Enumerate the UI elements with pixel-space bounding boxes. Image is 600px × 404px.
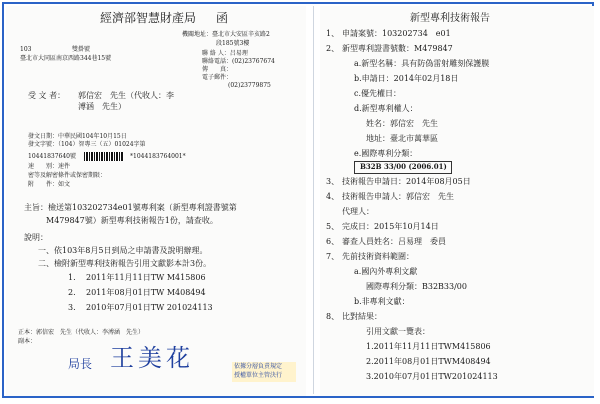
description-item-2: 二、檢附新型專利技術報告引用文獻影本計3份。 — [38, 259, 212, 268]
report-item-number: 7、 — [326, 252, 340, 261]
subject-line-2: M479847號）新型專利技術報告1份，請查收。 — [46, 216, 218, 225]
report-title: 新型專利技術報告 — [410, 13, 490, 24]
page-divider — [313, 6, 314, 394]
stamp-line-2: 授權單位主管決行 — [234, 372, 283, 379]
report-item-text: c.優先權日： — [354, 89, 402, 98]
reference-1-number: 1. — [68, 273, 76, 282]
report-item-text: 完成日：2015年10月14日 — [342, 222, 439, 231]
barcode — [84, 152, 124, 161]
report-item-number: 3、 — [326, 177, 340, 186]
director-signature: 王美花 — [110, 344, 194, 372]
description-label: 說明： — [24, 233, 48, 242]
report-item-text: 技術報告申請日：2014年08月05日 — [342, 177, 471, 186]
attachment: 附 件：如文 — [28, 181, 71, 188]
mail-type: 雙掛號 — [72, 46, 91, 53]
fax-number: (02)23779875 — [228, 82, 271, 89]
reference-3-number: 3. — [68, 303, 76, 312]
postal-code: 103 — [20, 46, 32, 53]
report-item-text: 審查人員姓名：吕易理 委員 — [342, 237, 446, 246]
agency-address: 機關地址：臺北市大安區辛亥路2 — [182, 31, 270, 38]
reference-1: 2011年11月11日TW M415806 — [86, 273, 206, 282]
recipient-name: 郭信宏 先生（代收人：李 — [78, 91, 174, 100]
document-kind: 函 — [216, 11, 229, 25]
copy-to: 正本：郭信宏 先生（代收人：李溥涵 先生） — [18, 329, 145, 336]
recipient-label: 受 文 者： — [28, 91, 66, 100]
reference-2-number: 2. — [68, 288, 76, 297]
barcode-text: *1044183764001* — [130, 153, 186, 160]
recipient-name-cont: 溥涵 先生） — [78, 102, 126, 111]
report-item-text: 先前技術資料範圍： — [342, 252, 414, 261]
report-item-text: 姓名：郭信宏 先生 — [366, 119, 438, 128]
contact-phone: 聯絡電話：(02)23767674 — [202, 58, 275, 65]
report-item-number: 8、 — [326, 312, 340, 321]
report-item-text: 地址：臺北市萬華區 — [366, 134, 438, 143]
subject-line-1: 主旨：檢送第103202734e01號專利案（新型專利證書號第 — [24, 203, 237, 212]
report-item-number: 6、 — [326, 237, 340, 246]
barcode-number: 10441837640號 — [28, 153, 76, 160]
reference-2: 2011年08月01日TW M408494 — [86, 288, 206, 297]
contact-person: 聯 絡 人：吕易理 — [202, 50, 248, 57]
report-item-text: 新型專利證書號數：M479847 — [342, 44, 453, 53]
report-item-text: d.新型專利權人： — [354, 104, 418, 113]
description-item-1: 一、依103年8月5日到局之申請書及說明辦理。 — [38, 246, 208, 255]
report-item-text: 1.2011年11月11日TWM415806 — [366, 342, 491, 351]
report-item-text: b.申請日：2014年02月18日 — [354, 74, 459, 83]
stamp-line-1: 依據分層負責規定 — [234, 363, 283, 370]
report-item-number: 4、 — [326, 192, 340, 201]
report-item-number: 5、 — [326, 222, 340, 231]
report-item-text: 2.2011年08月01日TWM408494 — [366, 357, 491, 366]
email-label: 電子郵件： — [202, 74, 233, 81]
fax-label: 傳 真： — [202, 66, 233, 73]
agency-name: 經濟部智慧財產局 — [100, 11, 197, 25]
report-item-text: 技術報告申請人：郭信宏 先生 — [342, 192, 454, 201]
report-item-text: a.新型名稱：具有防偽雷射雕刻保護膜 — [354, 59, 490, 68]
report-item-text: e.國際專利分類： — [354, 149, 418, 158]
official-letter-page — [6, 6, 306, 396]
technical-report-page — [320, 6, 594, 396]
carbon-copy: 副本： — [18, 338, 37, 345]
report-item-text: 代理人： — [342, 207, 374, 216]
security-class: 密等及解密條件或保密期限： — [28, 172, 107, 179]
report-item-number: 1、 — [326, 29, 340, 38]
speed-class: 速 別：速件 — [28, 163, 71, 170]
report-item-text: 申請案號：103202734 e01 — [342, 29, 451, 38]
director-title-signature: 局長 — [68, 357, 93, 371]
report-item-text: 3.2010年07月01日TW201024113 — [366, 372, 498, 381]
reference-3: 2010年07月01日TW 201024113 — [86, 303, 213, 312]
report-item-text: 引用文獻一覽表： — [366, 327, 430, 336]
issue-number: 發文字號：（104）智專三（五）01024字第 — [28, 141, 146, 148]
report-item-text: 比對結果： — [342, 312, 382, 321]
agency-address-cont: 段185號3樓 — [216, 40, 250, 47]
recipient-address: 臺北市大同區南京西路344巷15號 — [20, 55, 112, 62]
ipc-code: B32B 33/00 (2006.01) — [360, 162, 447, 171]
report-item-number: 2、 — [326, 44, 340, 53]
report-item-text: a.國內外專利文獻 — [354, 267, 418, 276]
report-item-text: b.非專利文獻： — [354, 297, 410, 306]
report-item-text: 國際專利分類：B32B33/00 — [366, 282, 467, 291]
issue-date: 發文日期：中華民國104年10月15日 — [28, 133, 127, 140]
